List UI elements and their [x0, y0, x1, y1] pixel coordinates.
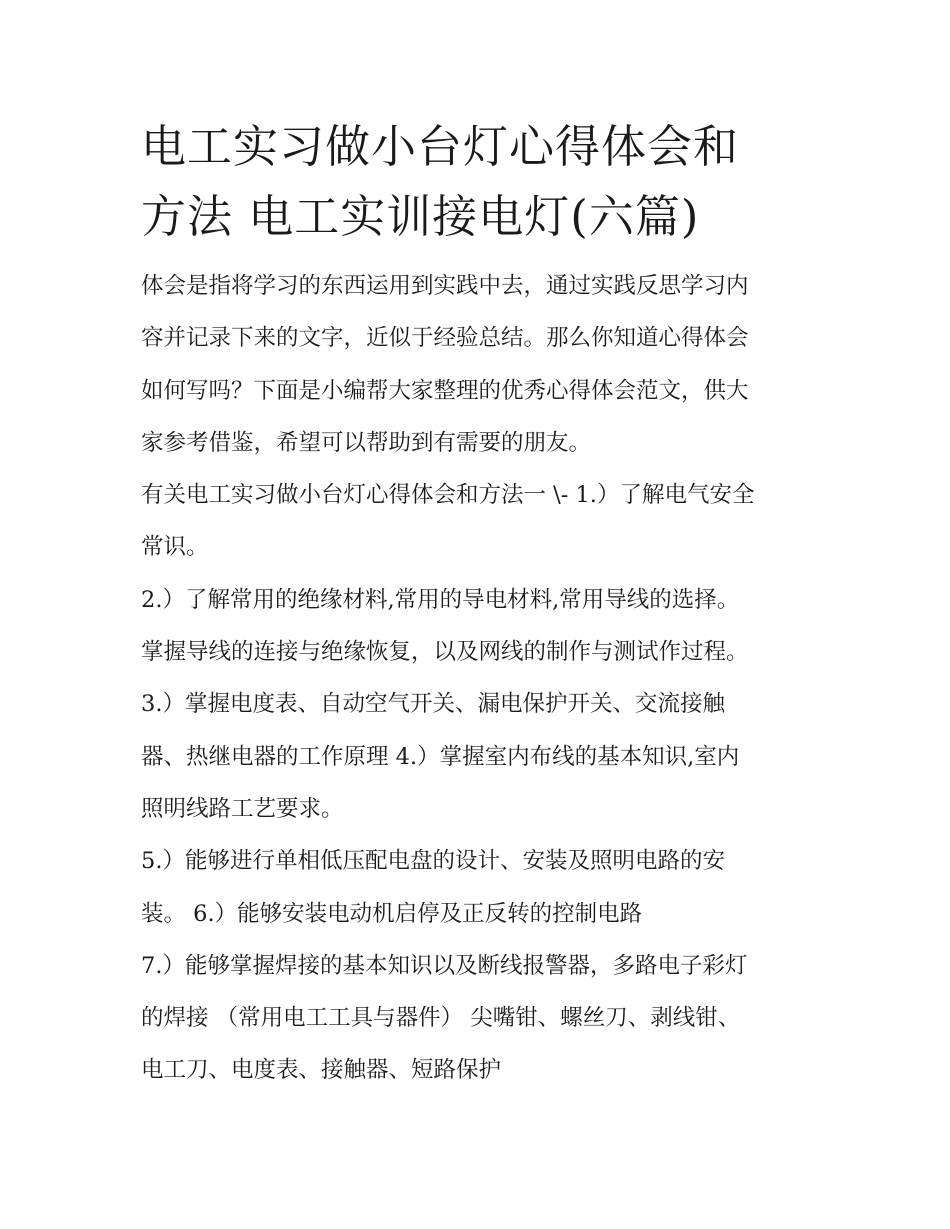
text-line: 照明线路工艺要求。: [141, 795, 344, 822]
text-line: 的焊接 （常用电工工具与器件） 尖嘴钳、螺丝刀、剥线钳、: [141, 1005, 741, 1032]
text-line: 有关电工实习做小台灯心得体会和方法一 \- 1.）了解电气安全: [141, 482, 755, 509]
title-line-1: 电工实习做小台灯心得体会和: [141, 120, 740, 173]
text-line: 常识。: [141, 534, 209, 561]
text-line: 家参考借鉴，希望可以帮助到有需要的朋友。: [141, 429, 592, 456]
text-line: 器、热继电器的工作原理 4.）掌握室内布线的基本知识,室内: [141, 743, 740, 770]
text-line: 容并记录下来的文字，近似于经验总结。那么你知道心得体会: [141, 325, 749, 352]
text-line: 掌握导线的连接与绝缘恢复，以及网线的制作与测试作过程。: [141, 639, 749, 666]
text-line: 装。 6.）能够安装电动机启停及正反转的控制电路: [141, 900, 643, 927]
text-line: 如何写吗？下面是小编帮大家整理的优秀心得体会范文，供大: [141, 377, 749, 404]
text-line: 3.）掌握电度表、自动空气开关、漏电保护开关、交流接触: [141, 691, 725, 718]
text-line: 2.）了解常用的绝缘材料,常用的导电材料,常用导线的选择。: [141, 586, 740, 613]
text-line: 电工刀、电度表、接触器、短路保护: [141, 1057, 502, 1084]
title-line-2: 方法 电工实训接电灯(六篇): [141, 190, 700, 243]
text-line: 7.）能够掌握焊接的基本知识以及断线报警器，多路电子彩灯: [141, 952, 748, 979]
document-text: [141, 260, 821, 1097]
text-line: 5.）能够进行单相低压配电盘的设计、安装及照明电路的安: [141, 848, 725, 875]
text-line: 体会是指将学习的东西运用到实践中去，通过实践反思学习内: [141, 273, 749, 299]
document-body: [141, 112, 821, 1097]
document-title: [141, 112, 821, 252]
